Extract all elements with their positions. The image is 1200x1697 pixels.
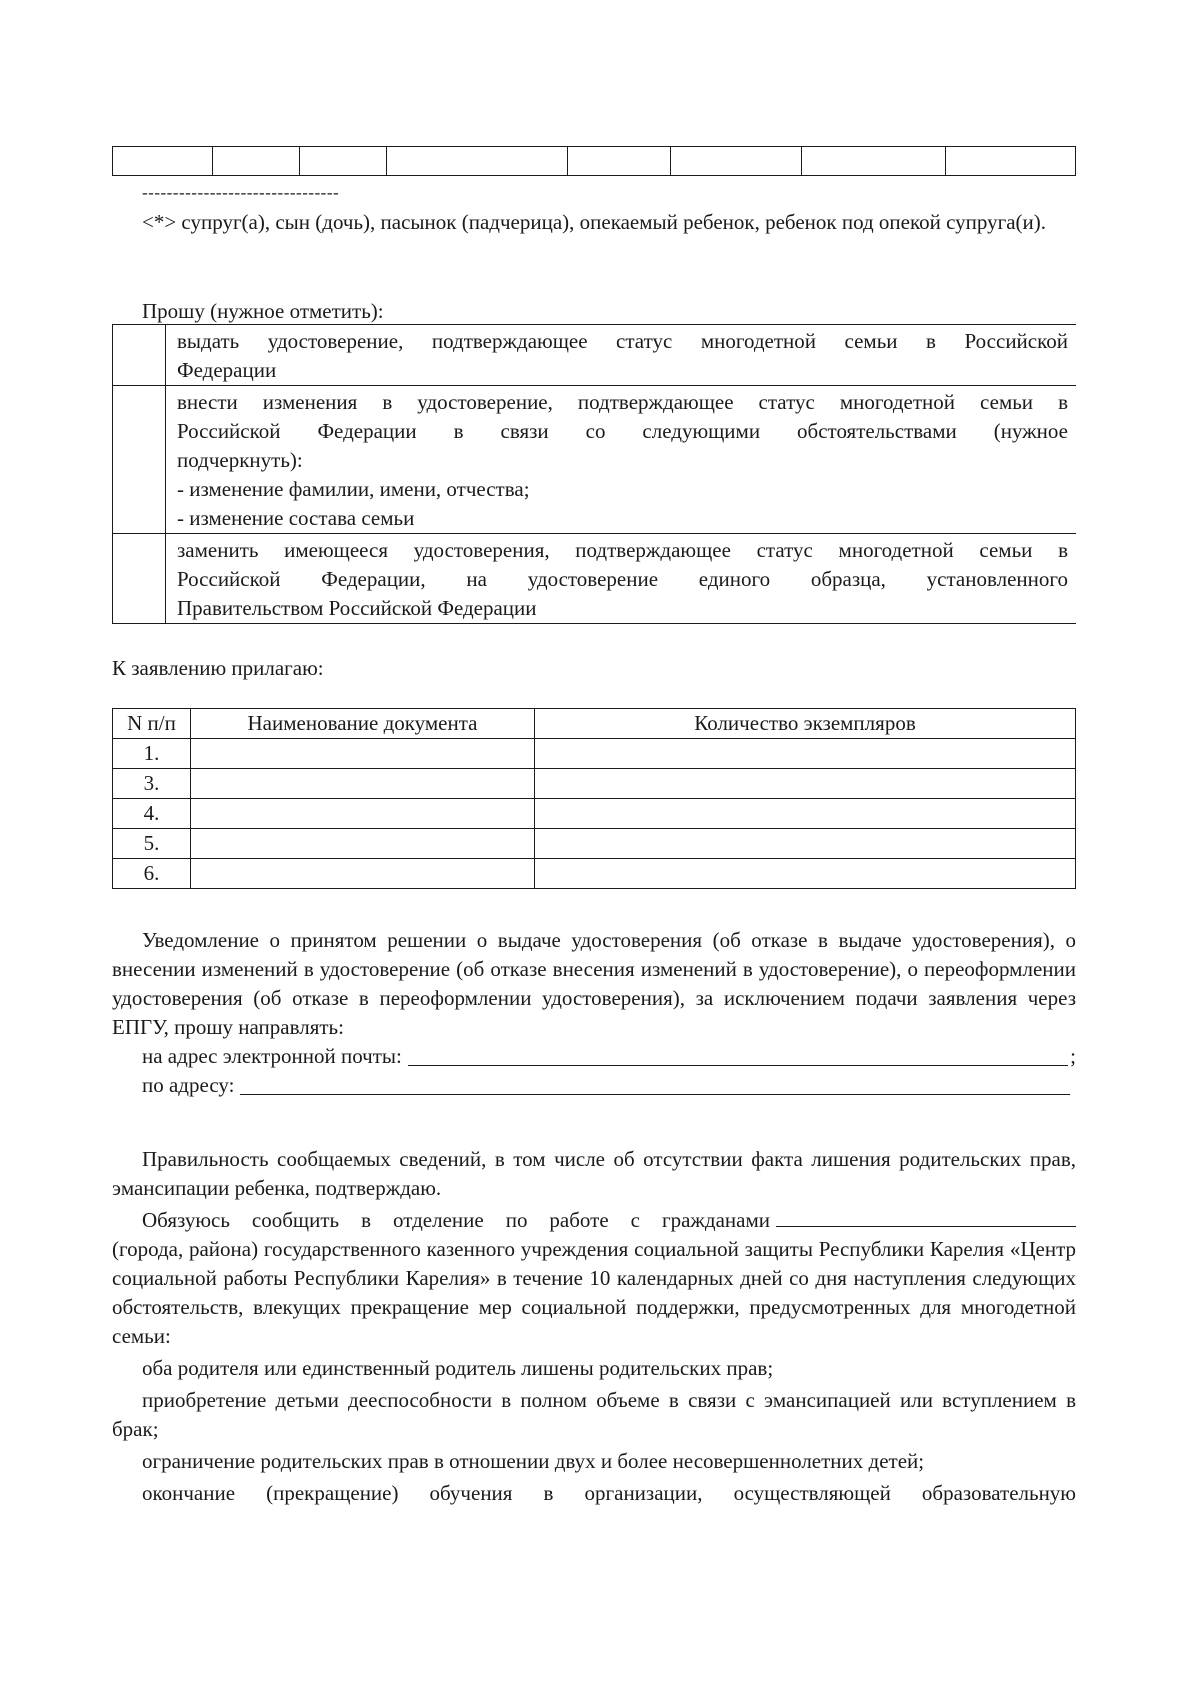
option-checkbox-replace[interactable] <box>113 534 166 624</box>
table-row <box>113 829 1076 859</box>
request-title: Прошу (нужное отметить): <box>142 299 384 323</box>
option-text-change <box>166 386 1077 534</box>
option-line: Федерации <box>177 358 277 382</box>
option-line: выдать удостоверение, подтверждающее статус многодетной семьи в Российской <box>177 329 1068 353</box>
column-header-document: Наименование документа <box>191 709 535 739</box>
table-row <box>113 799 1076 829</box>
column-header-copies: Количество экземпляров <box>535 709 1076 739</box>
obligation-text: (города, района) государственного казенного учреждения социальной защиты Республики Карелия «Центр социальной работы Республики Карелия» в течение 10 календарных дней со дня наступления следующих обстоятельств, влекущих прекращение мер социальной поддержки, предусмотренных для многодетной семьи: <box>112 1237 1076 1348</box>
column-header-number: N п/п <box>113 709 191 739</box>
address-line <box>142 1071 1072 1100</box>
email-line-end: ; <box>1070 1044 1076 1068</box>
request-option <box>113 325 1077 386</box>
option-line: - изменение состава семьи <box>177 506 415 530</box>
table-header-row <box>113 709 1076 739</box>
table-cell[interactable] <box>802 147 946 176</box>
option-line: Российской Федерации в связи со следующими обстоятельствами (нужное <box>177 419 1068 443</box>
request-options-table <box>112 324 1076 624</box>
confirmation-section <box>112 1145 1076 1511</box>
attachments-table <box>112 708 1076 889</box>
confirm-paragraph: Правильность сообщаемых сведений, в том числе об отсутствии факта лишения родительских прав, эмансипации ребенка, подтверждаю. <box>112 1147 1076 1200</box>
copies-cell[interactable] <box>535 799 1076 829</box>
document-name-cell[interactable] <box>191 859 535 889</box>
option-line: заменить имеющееся удостоверения, подтверждающее статус многодетной семьи в <box>177 538 1068 562</box>
document-name-cell[interactable] <box>191 799 535 829</box>
table-cell[interactable] <box>387 147 568 176</box>
footnote-separator: -------------------------------- <box>142 183 340 202</box>
obligation-item: ограничение родительских прав в отношении двух и более несовершеннолетних детей; <box>142 1449 925 1473</box>
request-option <box>113 534 1077 624</box>
table-row <box>113 769 1076 799</box>
row-number: 4. <box>113 799 191 829</box>
request-option <box>113 386 1077 534</box>
footnote-text: <*> супруг(а), сын (дочь), пасынок (падчерица), опекаемый ребенок, ребенок под опекой супруга(и). <box>142 210 1047 234</box>
notice-section <box>112 926 1076 1100</box>
option-line: внести изменения в удостоверение, подтверждающее статус многодетной семьи в <box>177 390 1068 414</box>
obligation-item: приобретение детьми дееспособности в полном объеме в связи с эмансипацией или вступлением в брак; <box>112 1388 1076 1441</box>
document-name-cell[interactable] <box>191 829 535 859</box>
department-input-line[interactable] <box>776 1206 1076 1227</box>
attachments-title: К заявлению прилагаю: <box>112 656 324 680</box>
option-text-replace <box>166 534 1077 624</box>
table-row <box>113 147 1076 176</box>
table-cell[interactable] <box>300 147 387 176</box>
option-line: - изменение фамилии, имени, отчества; <box>177 477 530 501</box>
obligation-item: окончание (прекращение) обучения в организации, осуществляющей образовательную <box>142 1481 1076 1505</box>
table-row <box>113 739 1076 769</box>
row-number: 3. <box>113 769 191 799</box>
table-cell[interactable] <box>113 147 213 176</box>
row-number: 5. <box>113 829 191 859</box>
table-cell[interactable] <box>568 147 671 176</box>
table-cell[interactable] <box>946 147 1076 176</box>
option-line: Российской Федерации, на удостоверение единого образца, установленного <box>177 567 1068 591</box>
option-line: подчеркнуть): <box>177 448 303 472</box>
option-checkbox-change[interactable] <box>113 386 166 534</box>
option-line: Правительством Российской Федерации <box>177 596 537 620</box>
row-number: 1. <box>113 739 191 769</box>
email-label: на адрес электронной почты: <box>142 1044 402 1068</box>
obligation-lead <box>112 1206 1076 1235</box>
notice-text: Уведомление о принятом решении о выдаче удостоверения (об отказе в выдаче удостоверения), о внесении изменений в удостоверение (об отказе внесения изменений в удостоверение), о переоформлении удостоверения (об отказе в переоформлении удостоверения), за исключением подачи заявления через ЕПГУ, прошу направлять: <box>112 928 1076 1039</box>
option-text-issue <box>166 325 1077 386</box>
copies-cell[interactable] <box>535 739 1076 769</box>
row-number: 6. <box>113 859 191 889</box>
table-cell[interactable] <box>671 147 802 176</box>
email-line <box>142 1042 1076 1071</box>
table-cell[interactable] <box>213 147 300 176</box>
obligation-lead-text: Обязуюсь сообщить в отделение по работе с гражданами <box>142 1208 770 1232</box>
address-label: по адресу: <box>142 1073 235 1097</box>
table-row <box>113 859 1076 889</box>
document-name-cell[interactable] <box>191 739 535 769</box>
copies-cell[interactable] <box>535 769 1076 799</box>
family-members-table-bottom-row <box>112 146 1076 176</box>
obligation-item: оба родителя или единственный родитель лишены родительских прав; <box>142 1356 774 1380</box>
email-input-line[interactable] <box>408 1043 1068 1066</box>
copies-cell[interactable] <box>535 829 1076 859</box>
document-name-cell[interactable] <box>191 769 535 799</box>
copies-cell[interactable] <box>535 859 1076 889</box>
address-input-line[interactable] <box>240 1072 1070 1095</box>
option-checkbox-issue[interactable] <box>113 325 166 386</box>
